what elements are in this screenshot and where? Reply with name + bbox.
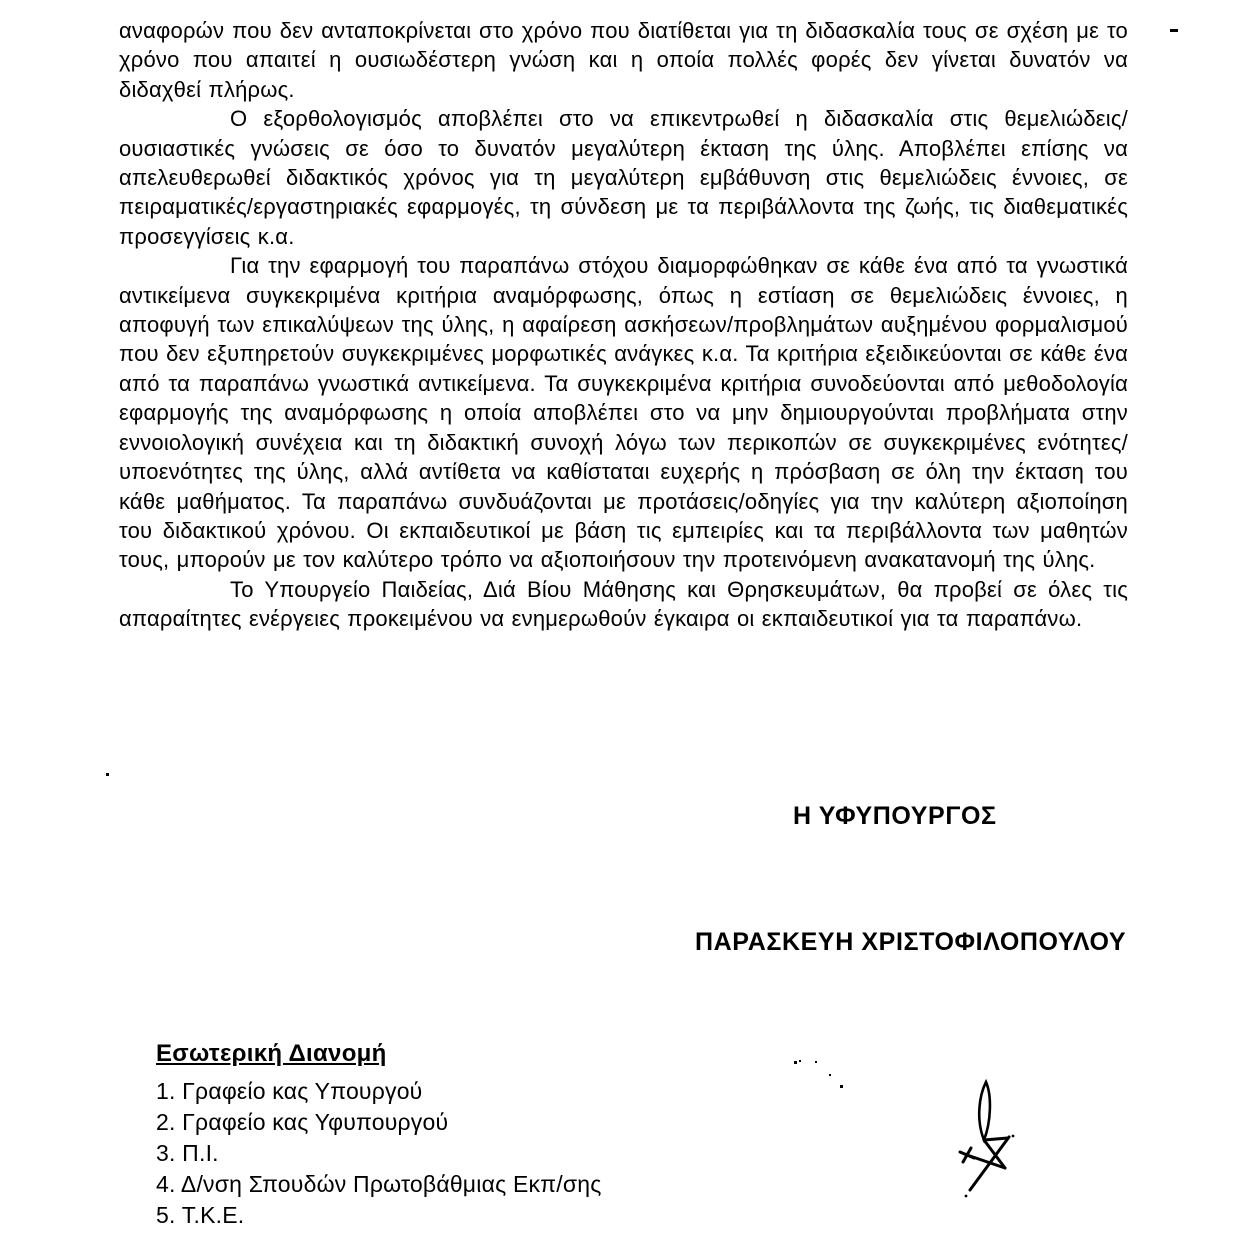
scan-speck (815, 1061, 817, 1063)
distribution-item-3: 3. Π.Ι. (156, 1140, 219, 1166)
scan-speck (840, 1085, 843, 1088)
paragraph-criteria: Για την εφαρμογή του παραπάνω στόχου διαμορφώθηκαν σε κάθε ένα από τα γνωστικά αντικείμενα συγκεκριμένα κριτήρια αναμόρφωσης, όπως η εστίαση σε θεμελιώδεις έννοιες, η αποφυγή των επικαλύψεων της ύλης, η αφαίρεση ασκήσεων/προβλημάτων αυξημένου φορμαλισμού που δεν εξυπηρετούν συγκεκριμένες μορφωτικές ανάγκες κ.α. Τα κριτήρια εξειδικεύονται σε κάθε ένα από τα παραπάνω γνωστικά αντικείμενα. Τα συγκεκριμένα κριτήρια συνοδεύονται από μεθοδολογία εφαρμογής της αναμόρφωσης η οποία αποβλέπει στο να μην δημιουργούνται προβλήματα στην εννοιολογική συνέχεια και τη διδακτική συνοχή λόγω των περικοπών σε συγκεκριμένες ενότητες/υποενότητες της ύλης, αλλά αντίθετα να καθίσταται ευχερής η πρόσβαση σε όλη την έκταση του κάθε μαθήματος. Τα παραπάνω συνδυάζονται με προτάσεις/οδηγίες για την καλύτερη αξιοποίηση του διδακτικού χρόνου. Οι εκπαιδευτικοί με βάση τις εμπειρίες και τα περιβάλλοντα των μαθητών τους, μπορούν με τον καλύτερο τρόπο να αξιοποιήσουν την προτεινόμενη ανακατανομή της ύλης. (119, 253, 1128, 573)
distribution-item-1: 1. Γραφείο κας Υπουργού (156, 1078, 423, 1104)
distribution-item-2: 2. Γραφείο κας Υφυπουργού (156, 1109, 449, 1135)
scan-speck (829, 1074, 831, 1076)
paragraph-rationalization: Ο εξορθολογισμός αποβλέπει στο να επικεντρωθεί η διδασκαλία στις θεμελιώδεις/ουσιαστικές γνώσεις σε όσο το δυνατόν μεγαλύτερη έκταση της ύλης. Αποβλέπει επίσης να απελευθερωθεί διδακτικός χρόνος για τη μεγαλύτερη εμβάθυνση στις θεμελιώδεις έννοιες, σε πειραματικές/εργαστηριακές εφαρμογές, τη σύνδεση με τα περιβάλλοντα της ζωής, τις διαθεματικές προσεγγίσεις κ.α. (119, 106, 1128, 249)
distribution-heading: Εσωτερική Διανομή (156, 1040, 387, 1067)
scan-speck (799, 1060, 801, 1062)
distribution-item-5: 5. Τ.Κ.Ε. (156, 1202, 245, 1228)
handwritten-initials-icon (930, 1060, 1050, 1210)
paragraph-ministry-actions: Το Υπουργείο Παιδείας, Διά Βίου Μάθησης και Θρησκευμάτων, θα προβεί σε όλες τις απαραίτητες ενέργειες προκειμένου να ενημερωθούν έγκαιρα οι εκπαιδευτικοί για τα παραπάνω. (119, 576, 1128, 632)
signatory-title: Η ΥΦΥΠΟΥΡΓΟΣ (793, 802, 997, 830)
scan-speck (794, 1061, 797, 1064)
signatory-name: ΠΑΡΑΣΚΕΥΗ ΧΡΙΣΤΟΦΙΛΟΠΟΥΛΟΥ (695, 928, 1127, 956)
paragraph-continuation: αναφορών που δεν ανταποκρίνεται στο χρόνο που διατίθεται για τη διδασκαλία τους σε σχέση με το χρόνο που απαιτεί η ουσιωδέστερη γνώση και η οποία πολλές φορές δεν γίνεται δυνατόν να διδαχθεί πλήρως. (119, 18, 1128, 102)
document-body (119, 16, 1128, 634)
internal-distribution-list (156, 1040, 602, 1231)
distribution-item-4: 4. Δ/νση Σπουδών Πρωτοβάθμιας Εκπ/σης (156, 1171, 602, 1197)
scan-speck (1170, 29, 1178, 32)
scan-speck (106, 773, 109, 776)
